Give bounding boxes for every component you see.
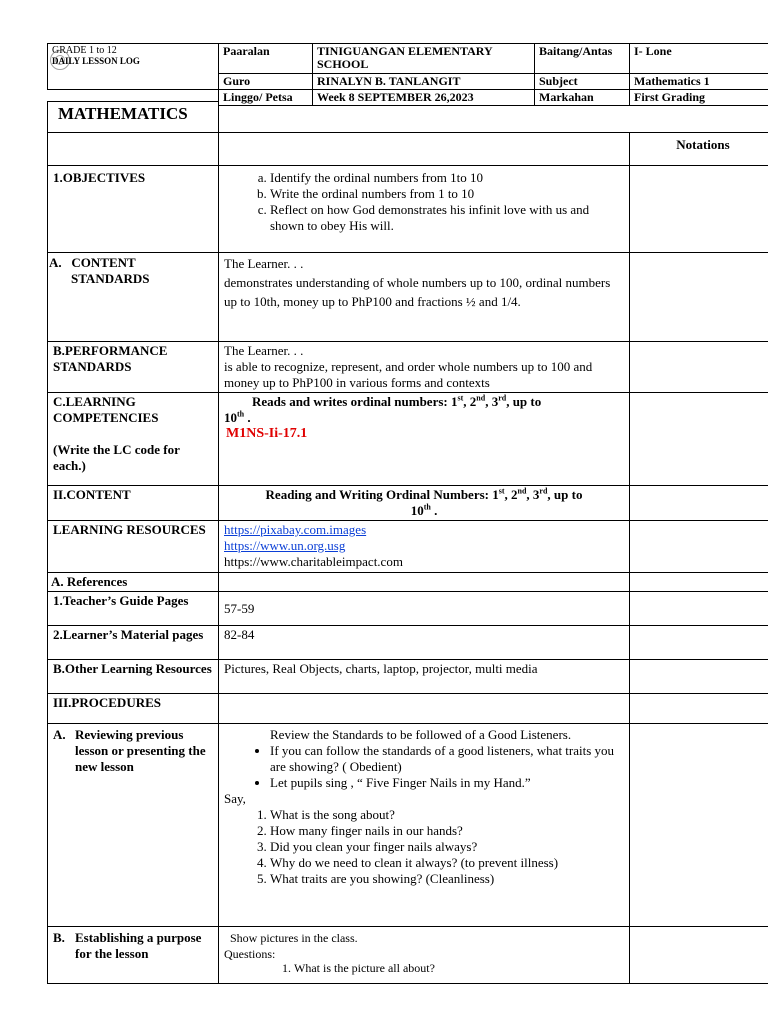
performance-standards-label: B.PERFORMANCE STANDARDS [48,342,219,393]
quarter-value: First Grading [630,90,768,106]
reviewing-questions [224,807,624,887]
learning-resources-content [219,521,630,573]
content-standards-label-1: CONTENT [71,255,136,270]
competencies-label [48,393,219,486]
learning-resources-label: LEARNING RESOURCES [48,521,219,573]
competencies-text: Reads and writes ordinal numbers: 1st, 2nd, 3rd, up to [252,393,542,409]
grade-level-value: I- Lone [630,44,768,74]
resource-text-charitable: https://www.charitableimpact.com [224,554,403,569]
subject-value: Mathematics 1 [630,74,768,90]
establishing-label [48,927,219,984]
other-resources-value: Pictures, Real Objects, charts, laptop, projector, multi media [219,660,630,694]
teachers-guide-value: 57-59 [219,592,630,626]
reviewing-label [48,724,219,927]
objective-item: b. Write the ordinal numbers from 1 to 10 [270,186,624,202]
content-label: II.CONTENT [48,486,219,521]
reviewing-bullet: • Let pupils sing , “ Five Finger Nails in my Hand.” [270,775,624,791]
teacher-label: Guro [219,74,313,90]
learners-material-notation [630,626,768,660]
objective-item: a. Identify the ordinal numbers from 1to 10 [270,170,624,186]
reviewing-notation [630,724,768,927]
procedures-label: III.PROCEDURES [48,694,219,724]
teachers-guide-label: 1.Teacher’s Guide Pages [48,592,219,626]
learners-material-value: 82-84 [219,626,630,660]
lc-code: M1NS-Ii-17.1 [226,426,308,441]
establishing-letter: B. [53,930,65,945]
establishing-line2: Questions: [224,947,276,961]
performance-notation [630,342,768,393]
subject-title: MATHEMATICS [48,102,219,133]
dll-logo-cell [48,44,219,90]
establishing-questions [224,962,624,975]
subject-label: Subject [535,74,630,90]
title-empty-cell [219,102,768,133]
reviewing-label-block [53,727,213,775]
blank-label-cell [48,133,219,166]
reviewing-question: 5. What traits are you showing? (Cleanliness) [270,871,624,887]
objectives-notation [630,166,768,253]
reviewing-letter: A. [53,727,66,742]
teacher-value: RINALYN B. TANLANGIT [313,74,535,90]
objectives-list [224,170,624,234]
competencies-notation [630,393,768,486]
grade-range-label: GRADE 1 to 12 [52,45,117,56]
date-value: Week 8 SEPTEMBER 26,2023 [313,90,535,106]
objectives-label: 1.OBJECTIVES [48,166,219,253]
content-standards-content [219,253,630,342]
references-content [219,573,630,592]
content-standards-letter: A. [49,255,62,270]
reviewing-say: Say, [224,791,246,806]
competencies-label-2: (Write the LC code for each.) [53,442,180,473]
objectives-content [219,166,630,253]
reviewing-content [219,724,630,927]
content-standards-notation [630,253,768,342]
procedures-content [219,694,630,724]
content-notation [630,486,768,521]
performance-standards-content [219,342,630,393]
reviewing-label-text: Reviewing previous lesson or presenting the new lesson [75,727,206,774]
resource-link-pixabay[interactable]: https://pixabay.com.images [224,522,367,537]
grade-level-label: Baitang/Antas [535,44,630,74]
content-text: Reading and Writing Ordinal Numbers: 1st, 2nd, 3rd, up to 10th . [219,486,630,521]
establishing-content [219,927,630,984]
establishing-question: 1. What is the picture all about? [294,962,624,975]
reviewing-question: 1. What is the song about? [270,807,624,823]
dll-label: DAILY LESSON LOG [52,56,140,66]
teachers-guide-notation [630,592,768,626]
notations-header: Notations [630,133,768,166]
content-standards-line2: demonstrates understanding of whole numbers up to 100, ordinal numbers up to 10th, money up to PhP100 and fractions ½ and 1/4. [224,275,611,309]
reviewing-question: 4. Why do we need to clean it always? (to prevent illness) [270,855,624,871]
establishing-label-text: Establishing a purpose for the lesson [75,930,202,961]
date-label: Linggo/ Petsa [219,90,313,106]
references-notation [630,573,768,592]
lesson-table [47,101,768,984]
school-label: Paaralan [219,44,313,74]
resources-notation [630,521,768,573]
content-standards-label-2: STANDARDS [71,271,150,286]
other-resources-notation [630,660,768,694]
reviewing-question: 3. Did you clean your finger nails always? [270,839,624,855]
objective-item: c. Reflect on how God demonstrates his infinit love with us and shown to obey His will. [270,202,624,234]
establishing-label-block [53,930,213,962]
performance-line1: The Learner. . . [224,343,304,358]
procedures-notation [630,694,768,724]
quarter-label: Markahan [535,90,630,106]
reviewing-intro: Review the Standards to be followed of a Good Listeners. [270,727,572,742]
performance-line2: is able to recognize, represent, and order whole numbers up to 100 and money up to PhP100 in various forms and contexts [224,359,593,390]
references-label: A. References [48,573,219,592]
learners-material-label: 2.Learner’s Material pages [48,626,219,660]
school-value: TINIGUANGAN ELEMENTARY SCHOOL [313,44,535,74]
resource-link-un[interactable]: https://www.un.org.usg [224,538,346,553]
blank-content-cell [219,133,630,166]
other-resources-label: B.Other Learning Resources [48,660,219,694]
header-table [47,43,768,106]
establishing-notation [630,927,768,984]
reviewing-bullets [224,743,624,791]
reviewing-bullet: • If you can follow the standards of a good listeners, what traits you are showing? ( Obedient) [270,743,624,775]
competencies-text-2: 10th . [224,409,251,425]
competencies-label-1: C.LEARNING COMPETENCIES [53,394,159,425]
content-standards-label [48,253,219,342]
competencies-content [219,393,630,486]
content-standards-line1: The Learner. . . [224,256,304,271]
reviewing-question: 2. How many finger nails in our hands? [270,823,624,839]
establishing-line1: Show pictures in the class. [230,931,358,945]
